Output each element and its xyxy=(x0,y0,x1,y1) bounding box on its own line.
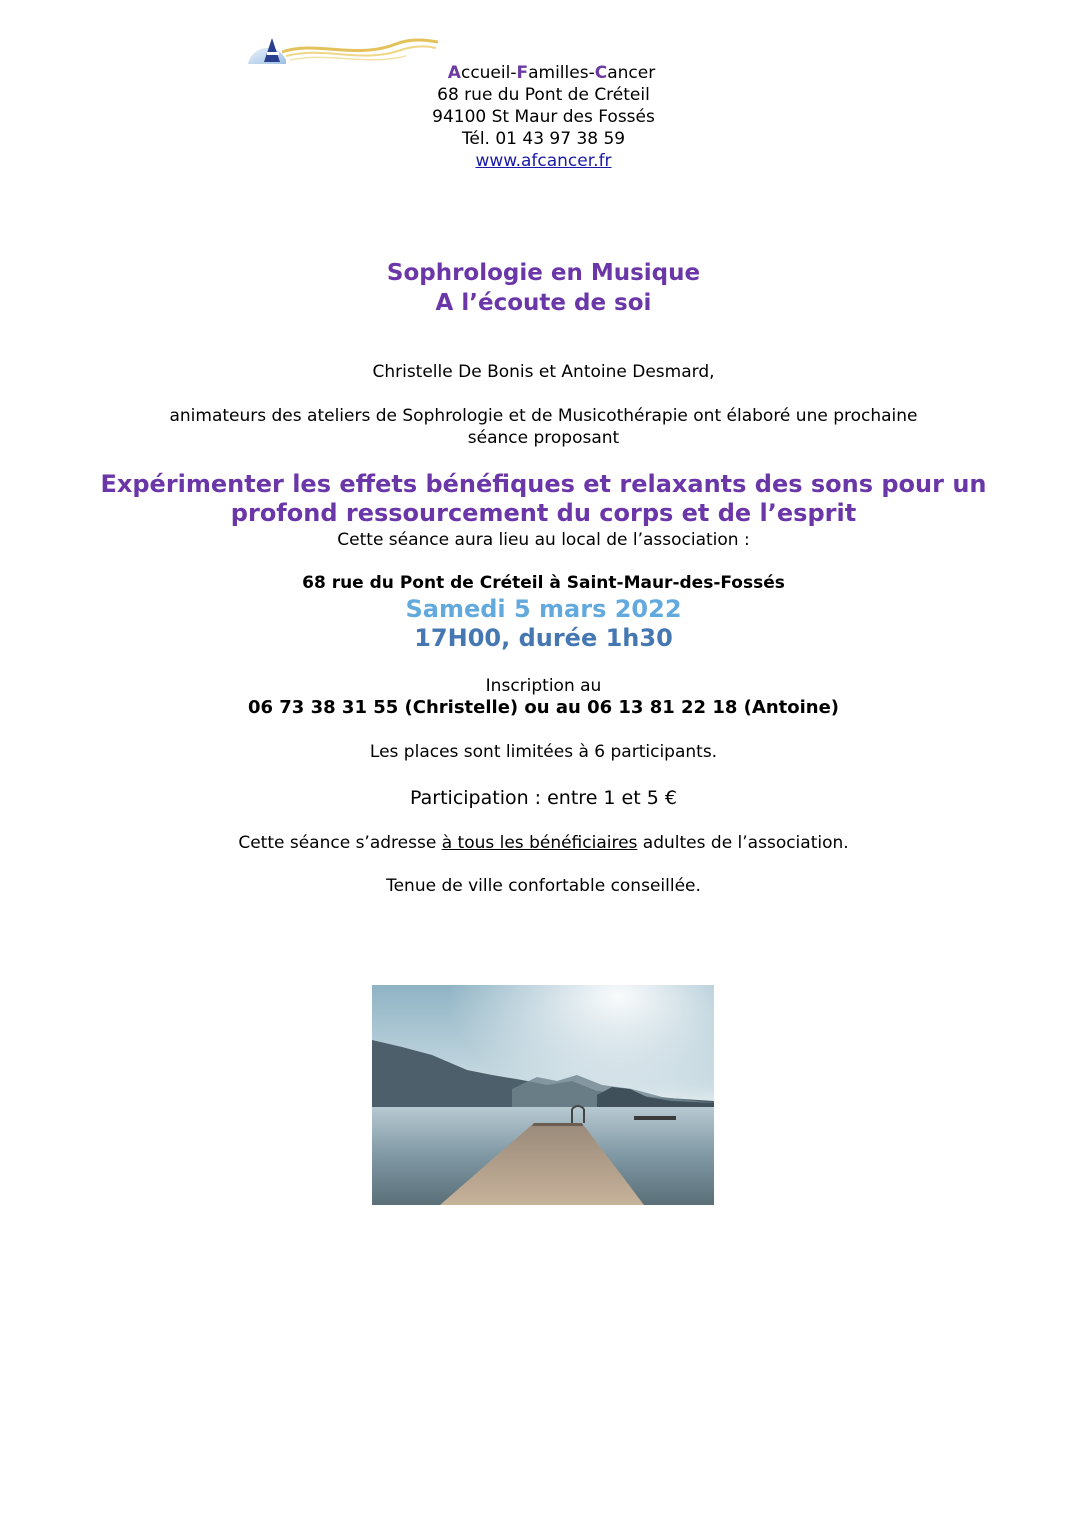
website-link[interactable]: www.afcancer.fr xyxy=(475,151,612,171)
audience-after: adultes de l’association. xyxy=(637,833,849,853)
org-name xyxy=(0,62,1087,84)
headline-line2: profond ressourcement du corps et de l’esprit xyxy=(230,499,857,527)
audience-underlined: à tous les bénéficiaires xyxy=(441,833,638,853)
org-address-line2: 94100 St Maur des Fossés xyxy=(432,107,655,127)
afc-logo xyxy=(246,30,442,66)
audience-before: Cette séance s’adresse xyxy=(238,833,442,853)
location-intro: Cette séance aura lieu au local de l’association : xyxy=(337,530,750,550)
event-date: Samedi 5 mars 2022 xyxy=(405,595,682,623)
dress-code: Tenue de ville confortable conseillée. xyxy=(386,876,701,896)
org-name-b: ccueil- xyxy=(460,63,517,83)
participation-fee: Participation : entre 1 et 5 € xyxy=(410,787,677,809)
intro-line2: séance proposant xyxy=(467,428,620,448)
title-line2: A l’écoute de soi xyxy=(435,290,652,316)
org-phone: Tél. 01 43 97 38 59 xyxy=(461,129,626,149)
animators-text: Christelle De Bonis et Antoine Desmard, xyxy=(372,362,715,382)
org-name-f: ancer xyxy=(607,63,656,83)
registration-phones: 06 73 38 31 55 (Christelle) ou au 06 13 81 22 18 (Antoine) xyxy=(247,697,840,718)
intro-line1: animateurs des ateliers de Sophrologie et de Musicothérapie ont élaboré une prochaine xyxy=(169,406,918,426)
org-name-e: C xyxy=(594,63,608,83)
org-contact-block xyxy=(0,62,1087,172)
title-line1: Sophrologie en Musique xyxy=(386,260,701,286)
org-name-c: F xyxy=(516,63,529,83)
places-limit: Les places sont limitées à 6 participants. xyxy=(369,742,718,762)
org-name-d: amilles- xyxy=(528,63,595,83)
event-time: 17H00, durée 1h30 xyxy=(414,624,673,652)
org-address-line1: 68 rue du Pont de Créteil xyxy=(437,85,650,105)
lake-pier-photo xyxy=(372,985,714,1205)
headline-line1: Expérimenter les effets bénéfiques et relaxants des sons pour un xyxy=(100,470,987,498)
audience-text xyxy=(0,832,1087,854)
location-address: 68 rue du Pont de Créteil à Saint-Maur-des-Fossés xyxy=(302,573,785,593)
registration-label: Inscription au xyxy=(485,676,602,696)
org-name-a: A xyxy=(447,63,461,83)
